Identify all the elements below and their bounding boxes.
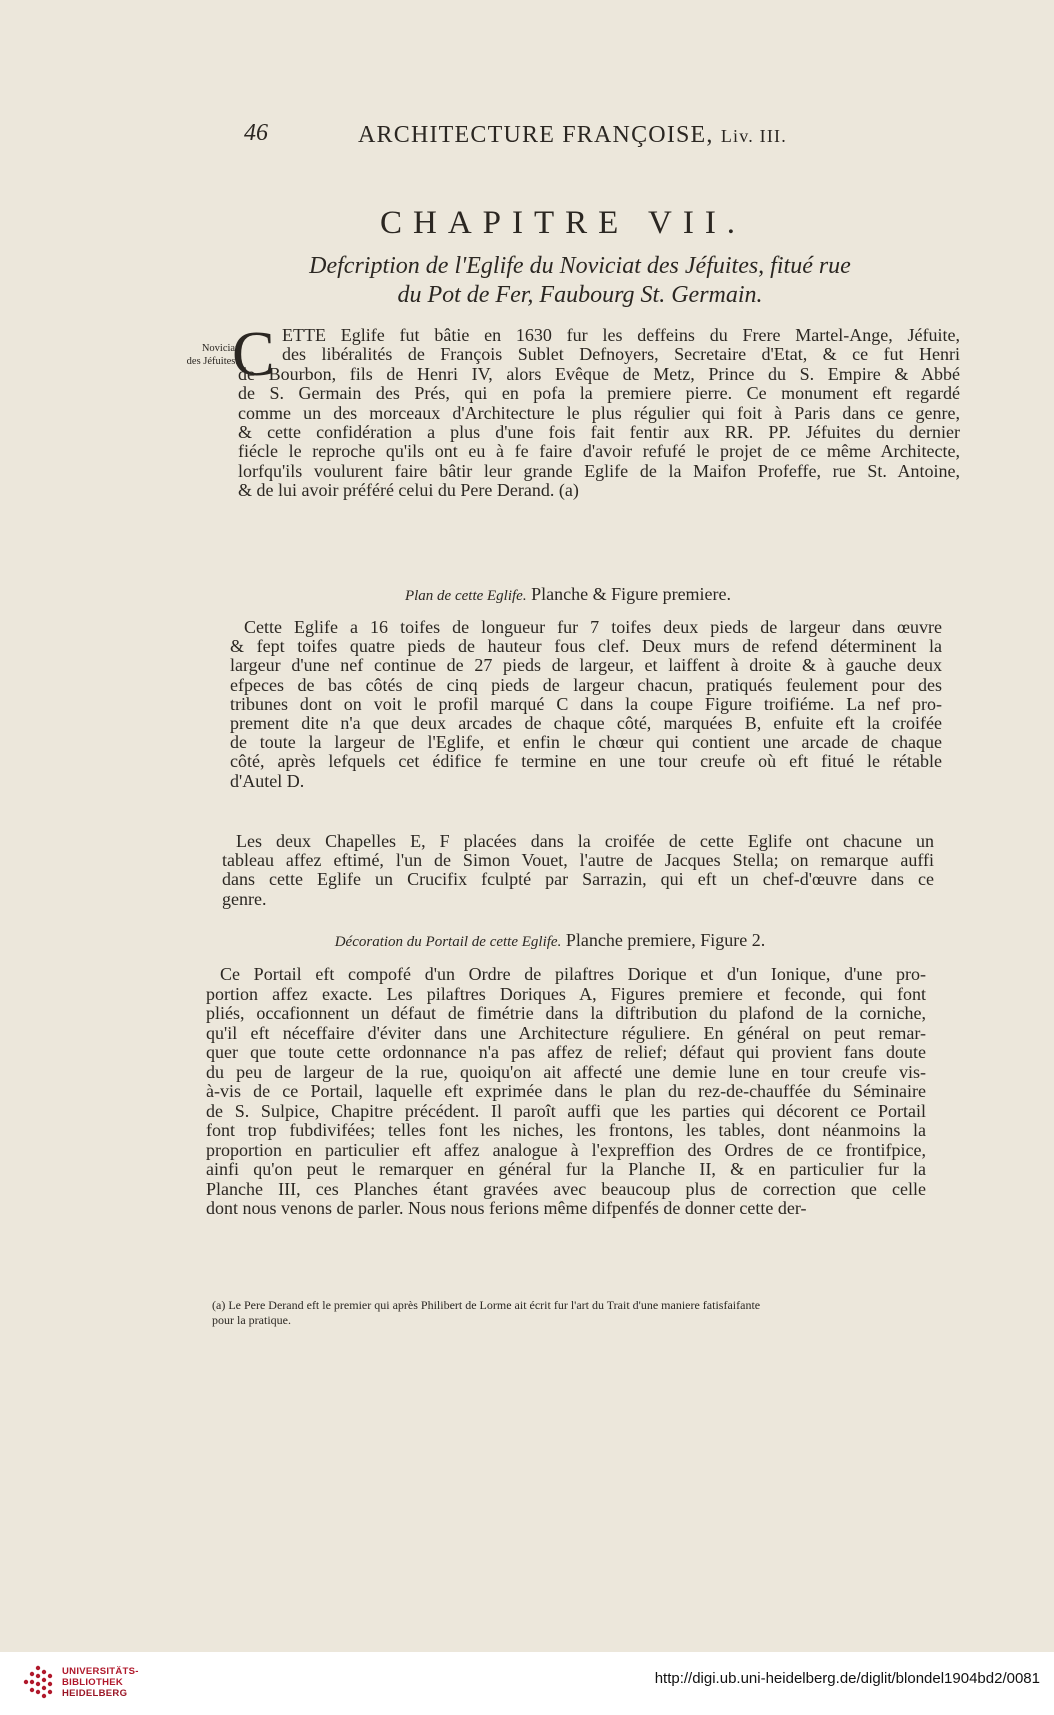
text-line: proportion en particulier eft affez analogue à l'expreffion des Ordres de ce frontifpice,	[206, 1139, 926, 1160]
permalink-url[interactable]: http://digi.ub.uni-heidelberg.de/diglit/blondel1904bd2/0081	[654, 1670, 1040, 1687]
text-line: efpeces de bas côtés de cinq pieds de largeur chacun, pratiqués feulement pour des	[230, 674, 942, 695]
text-line: & fept toifes quatre pieds de hauteur fous clef. Deux murs de refend déterminent la	[230, 636, 942, 657]
drop-cap: C	[232, 318, 275, 389]
text-line: tableau affez eftimé, l'un de Simon Vouet, l'autre de Jacques Stella; on remarque auffi	[222, 850, 934, 871]
section-heading-plan	[188, 584, 948, 605]
text-line: pliés, occafionnent un défaut de fimétrie dans la diftribution du plafond de la corniche,	[206, 1003, 926, 1023]
text-line: quer que toute cette ordonnance n'a pas affez de relief; défaut qui provient fans doute	[206, 1042, 926, 1062]
library-footer	[0, 1652, 1054, 1715]
heading-rest: Planche premiere, Figure 2.	[565, 930, 766, 950]
library-name-line: UNIVERSITÄTS-	[62, 1666, 139, 1677]
text-line: lorfqu'ils voulurent faire bâtir leur grande Eglife de la Maifon Profeffe, rue St. Antoine,	[238, 460, 960, 481]
text-line: ainfi qu'on peut le remarquer en général fur la Planche II, & en particulier fur la	[206, 1159, 926, 1179]
running-header	[0, 120, 1054, 160]
text-line: font trop fubdivifées; telles font les niches, les frontons, les tables, dont néanmoins la	[206, 1120, 926, 1140]
text-line: & de lui avoir préféré celui du Pere Derand. (a)	[238, 480, 579, 501]
subtitle-line: Defcription de l'Eglife du Noviciat des Jéfuites, fitué rue	[309, 253, 851, 279]
text-line: ETTE Eglife fut bâtie en 1630 fur les deffeins du Frere Martel-Ange, Jéfuite,	[282, 325, 960, 345]
text-line: fiécle le reproche qu'ils ont eu à fe faire d'avoir refufé le projet de ce même Architecte,	[238, 441, 960, 462]
text-line: Ce Portail eft compofé d'un Ordre de pilaftres Dorique et d'un Ionique, d'une pro-	[220, 964, 926, 984]
margin-note	[166, 342, 238, 368]
text-line: de toute la largeur de l'Eglife, et enfin le chœur qui contient une arcade de chaque	[230, 732, 942, 753]
portail-paragraph	[206, 965, 926, 1219]
text-line: dans cette Eglife un Crucifix fculpté par Sarrazin, qui eft un chef-d'œuvre dans ce	[222, 869, 934, 890]
text-line: de S. Sulpice, Chapitre précédent. Il paroît auffi que les parties qui décorent ce Portail	[206, 1100, 926, 1121]
text-line: d'Autel D.	[230, 770, 305, 791]
chapter-subtitle	[230, 252, 930, 310]
margin-note-line: des Jéfuites.	[186, 356, 238, 367]
text-line: côté, après lefquels cet édifice fe termine en une tour creufe où eft fitué le rétable	[230, 751, 942, 772]
text-line: & cette confidération a plus d'une fois fait fentir aux RR. PP. Jéfuites du dernier	[238, 422, 960, 443]
footnote	[212, 1298, 922, 1328]
subtitle-line: du Pot de Fer, Faubourg St. Germain.	[397, 282, 763, 308]
heading-italic: Plan de cette Eglife.	[404, 588, 527, 604]
text-line: largeur d'une nef continue de 27 pieds de largeur, et laiffent à droite & à gauche deux	[230, 655, 942, 676]
plan-paragraph	[230, 618, 942, 791]
text-line: des libéralités de François Sublet Defnoyers, Secretaire d'Etat, & ce fut Henri	[282, 344, 960, 365]
text-line: Cette Eglife a 16 toifes de longueur fur 7 toifes deux pieds de largeur dans œuvre	[244, 617, 942, 637]
text-line: Les deux Chapelles E, F placées dans la croifée de cette Eglife ont chacune un	[236, 831, 934, 851]
intro-paragraph	[238, 326, 960, 501]
library-name-line: BIBLIOTHEK	[62, 1677, 124, 1688]
text-line: à-vis de ce Portail, laquelle eft exprimée dans le plan du rez-de-chauffée du Séminaire	[206, 1081, 926, 1101]
text-line: de Bourbon, fils de Henri IV, alors Evêque de Metz, Prince du S. Empire & Abbé	[238, 363, 960, 384]
heading-rest: Planche & Figure premiere.	[531, 584, 732, 604]
text-line: genre.	[222, 888, 267, 909]
library-name-line: HEIDELBERG	[62, 1688, 128, 1699]
text-line: comme un des morceaux d'Architecture le plus régulier qui foit à Paris dans ce genre,	[238, 402, 960, 423]
book-number: Liv. III.	[720, 126, 787, 146]
page-number: 46	[244, 120, 268, 146]
section-heading-portail	[100, 930, 1000, 951]
chapter-title: CHAPITRE VII.	[380, 205, 747, 241]
text-line: Planche III, ces Planches étant gravées avec beaucoup plus de correction que celle	[206, 1178, 926, 1199]
chapels-paragraph	[222, 832, 934, 909]
library-logo-icon	[18, 1662, 58, 1702]
text-line: qu'il eft néceffaire d'éviter dans une Architecture réguliere. En général on peut remar-	[206, 1022, 926, 1043]
running-title-text: ARCHITECTURE FRANÇOISE,	[358, 122, 714, 148]
footnote-line: (a) Le Pere Derand eft le premier qui après Philibert de Lorme ait écrit fur l'art du Trait d'une maniere fatisfaifante	[212, 1298, 761, 1312]
text-line: dont nous venons de parler. Nous nous ferions même difpenfés de donner cette der-	[206, 1198, 807, 1218]
footnote-line: pour la pratique.	[212, 1313, 291, 1327]
text-line: de S. Germain des Prés, qui en pofa la premiere pierre. Ce monument eft regardé	[238, 383, 960, 404]
text-line: tribunes dont on voit le profil marqué C dans la coupe Figure troifiéme. La nef pro-	[230, 693, 942, 714]
library-name	[62, 1666, 139, 1699]
running-title	[358, 122, 787, 149]
text-line: prement dite n'a que deux arcades de chaque côté, marquées B, enfuite eft la croifée	[230, 713, 942, 734]
text-line: du peu de largeur de la rue, quoiqu'on ait affecté une demie lune en tour creufe vis-	[206, 1061, 926, 1082]
margin-note-line: Noviciat	[201, 343, 238, 354]
heading-italic: Décoration du Portail de cette Eglife.	[334, 934, 562, 950]
text-line: portion affez exacte. Les pilaftres Doriques A, Figures premiere et feconde, qui font	[206, 983, 926, 1004]
